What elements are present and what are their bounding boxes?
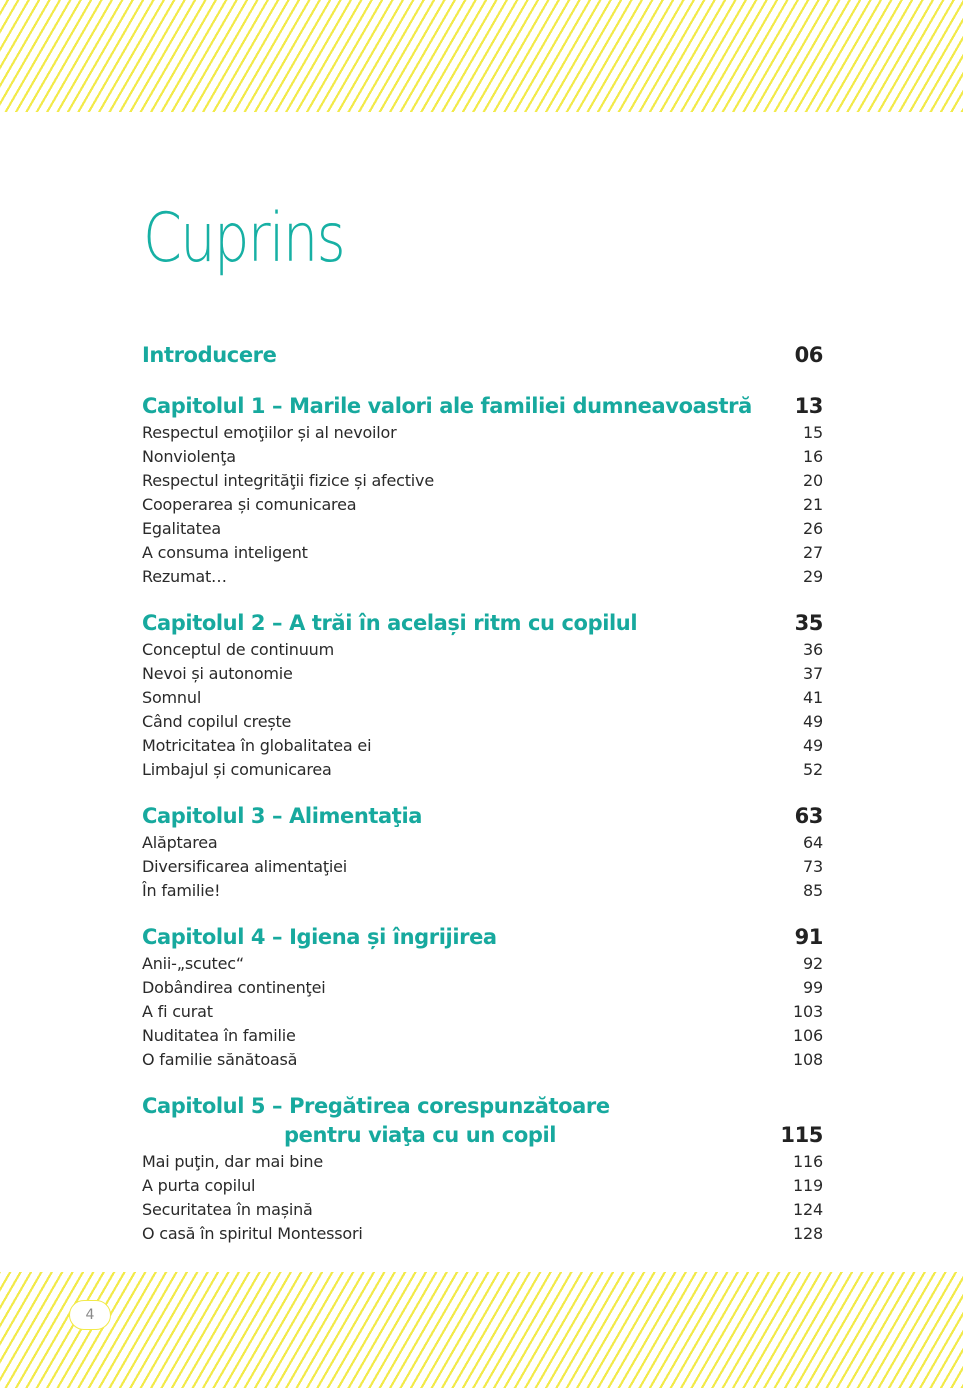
- toc-entry[interactable]: [142, 662, 823, 686]
- toc-entry-page: 99: [803, 978, 823, 997]
- toc-entry[interactable]: [142, 541, 823, 565]
- toc-entry-label: Anii-„scutec“: [142, 954, 244, 973]
- toc-entry-label: A purta copilul: [142, 1176, 256, 1195]
- toc-entry-label: O familie sănătoasă: [142, 1050, 298, 1069]
- toc-entry-page: 106: [793, 1026, 823, 1045]
- chapter-page-number: 115: [780, 1123, 823, 1147]
- toc-chapter: [142, 1092, 823, 1246]
- toc-entry-page: 124: [793, 1200, 823, 1219]
- toc-entry-label: În familie!: [142, 881, 221, 900]
- chapter-title: [142, 609, 637, 638]
- toc-entry[interactable]: [142, 855, 823, 879]
- toc-entry-label: A consuma inteligent: [142, 543, 308, 562]
- top-stripe-decoration: [0, 0, 963, 112]
- toc-chapter: [142, 609, 823, 782]
- toc-entry-page: 85: [803, 881, 823, 900]
- toc-entry[interactable]: [142, 758, 823, 782]
- chapter-title-text: Capitolul 4 – Igiena și îngrijirea: [142, 925, 497, 949]
- toc-entry-page: 49: [803, 736, 823, 755]
- toc-entry-label: Respectul emoţiilor și al nevoilor: [142, 423, 397, 442]
- toc-entry-label: Mai puţin, dar mai bine: [142, 1152, 324, 1171]
- chapter-heading[interactable]: [142, 923, 823, 952]
- toc-entry-label: Nuditatea în familie: [142, 1026, 296, 1045]
- toc-entry-label: Conceptul de continuum: [142, 640, 334, 659]
- toc-entry-label: Diversificarea alimentaţiei: [142, 857, 348, 876]
- toc-entry-page: 52: [803, 760, 823, 779]
- toc-entry-label: Motricitatea în globalitatea ei: [142, 736, 372, 755]
- toc-entry[interactable]: [142, 517, 823, 541]
- toc-entry[interactable]: [142, 879, 823, 903]
- toc-chapter: [142, 802, 823, 903]
- toc-chapter: [142, 923, 823, 1072]
- chapter-title-line2: pentru viaţa cu un copil: [284, 1123, 557, 1147]
- toc-entry-page: 36: [803, 640, 823, 659]
- toc-entry-label: Dobândirea continenţei: [142, 978, 326, 997]
- bottom-stripe-decoration: [0, 1272, 963, 1388]
- toc-entry[interactable]: [142, 734, 823, 758]
- chapter-title-text: Introducere: [142, 343, 277, 367]
- chapter-title: [142, 392, 752, 421]
- toc-entry[interactable]: [142, 421, 823, 445]
- toc-entry[interactable]: [142, 493, 823, 517]
- page-title: Cuprins: [143, 199, 345, 278]
- toc-entry-label: A fi curat: [142, 1002, 213, 1021]
- toc-entry-label: Alăptarea: [142, 833, 218, 852]
- toc-entry-label: Limbajul și comunicarea: [142, 760, 332, 779]
- toc-entry[interactable]: [142, 710, 823, 734]
- toc-entry[interactable]: [142, 1198, 823, 1222]
- toc-entry-page: 116: [793, 1152, 823, 1171]
- toc-entry-label: Nevoi și autonomie: [142, 664, 293, 683]
- chapter-title: [142, 1092, 610, 1150]
- chapter-page-number: 91: [794, 925, 823, 949]
- toc-entry-page: 128: [793, 1224, 823, 1243]
- page-number: 4: [69, 1300, 111, 1330]
- toc-entry-label: Egalitatea: [142, 519, 221, 538]
- toc-entry-label: Nonviolenţa: [142, 447, 236, 466]
- toc-entry-page: 49: [803, 712, 823, 731]
- toc-chapter: [142, 341, 823, 370]
- toc-entry[interactable]: [142, 1150, 823, 1174]
- chapter-page-number: 63: [794, 804, 823, 828]
- chapter-title-text: Capitolul 1 – Marile valori ale familiei dumneavoastră: [142, 394, 752, 418]
- toc-entry-page: 37: [803, 664, 823, 683]
- toc-entry[interactable]: [142, 1000, 823, 1024]
- chapter-title-text: Capitolul 2 – A trăi în același ritm cu copilul: [142, 611, 638, 635]
- toc-entry-label: Securitatea în mașină: [142, 1200, 313, 1219]
- toc-chapter: [142, 392, 823, 589]
- toc-entry-label: Respectul integrităţii fizice și afective: [142, 471, 434, 490]
- chapter-heading[interactable]: [142, 341, 823, 370]
- toc-entry-page: 64: [803, 833, 823, 852]
- toc-entry-page: 73: [803, 857, 823, 876]
- toc-entry[interactable]: [142, 445, 823, 469]
- toc-entry-label: Rezumat…: [142, 567, 227, 586]
- chapter-page-number: 06: [794, 343, 823, 367]
- toc-entry-page: 29: [803, 567, 823, 586]
- chapter-page-number: 35: [794, 611, 823, 635]
- toc-entry-label: Când copilul crește: [142, 712, 292, 731]
- toc-entry-page: 103: [793, 1002, 823, 1021]
- toc-entry[interactable]: [142, 1174, 823, 1198]
- table-of-contents: [142, 341, 823, 1266]
- toc-entry[interactable]: [142, 976, 823, 1000]
- toc-entry-page: 20: [803, 471, 823, 490]
- toc-entry-label: Somnul: [142, 688, 202, 707]
- toc-entry[interactable]: [142, 1048, 823, 1072]
- chapter-title: [142, 802, 422, 831]
- chapter-title-text: Capitolul 5 – Pregătirea corespunzătoare: [142, 1094, 610, 1118]
- toc-entry[interactable]: [142, 638, 823, 662]
- chapter-title: [142, 341, 276, 370]
- toc-entry[interactable]: [142, 1222, 823, 1246]
- toc-entry[interactable]: [142, 952, 823, 976]
- toc-entry-label: O casă în spiritul Montessori: [142, 1224, 363, 1243]
- chapter-title-text: Capitolul 3 – Alimentaţia: [142, 804, 423, 828]
- toc-entry-page: 108: [793, 1050, 823, 1069]
- toc-entry-page: 16: [803, 447, 823, 466]
- toc-entry[interactable]: [142, 1024, 823, 1048]
- toc-entry[interactable]: [142, 469, 823, 493]
- chapter-heading[interactable]: [142, 392, 823, 421]
- toc-entry-label: Cooperarea și comunicarea: [142, 495, 357, 514]
- chapter-title: [142, 923, 497, 952]
- chapter-heading[interactable]: [142, 609, 823, 638]
- toc-entry[interactable]: [142, 831, 823, 855]
- chapter-heading[interactable]: [142, 802, 823, 831]
- toc-entry[interactable]: [142, 686, 823, 710]
- chapter-heading[interactable]: [142, 1092, 823, 1150]
- toc-entry-page: 27: [803, 543, 823, 562]
- toc-entry-page: 21: [803, 495, 823, 514]
- chapter-page-number: 13: [794, 394, 823, 418]
- toc-entry-page: 15: [803, 423, 823, 442]
- toc-entry-page: 41: [803, 688, 823, 707]
- toc-entry-page: 92: [803, 954, 823, 973]
- toc-entry-page: 119: [793, 1176, 823, 1195]
- toc-entry-page: 26: [803, 519, 823, 538]
- toc-entry[interactable]: [142, 565, 823, 589]
